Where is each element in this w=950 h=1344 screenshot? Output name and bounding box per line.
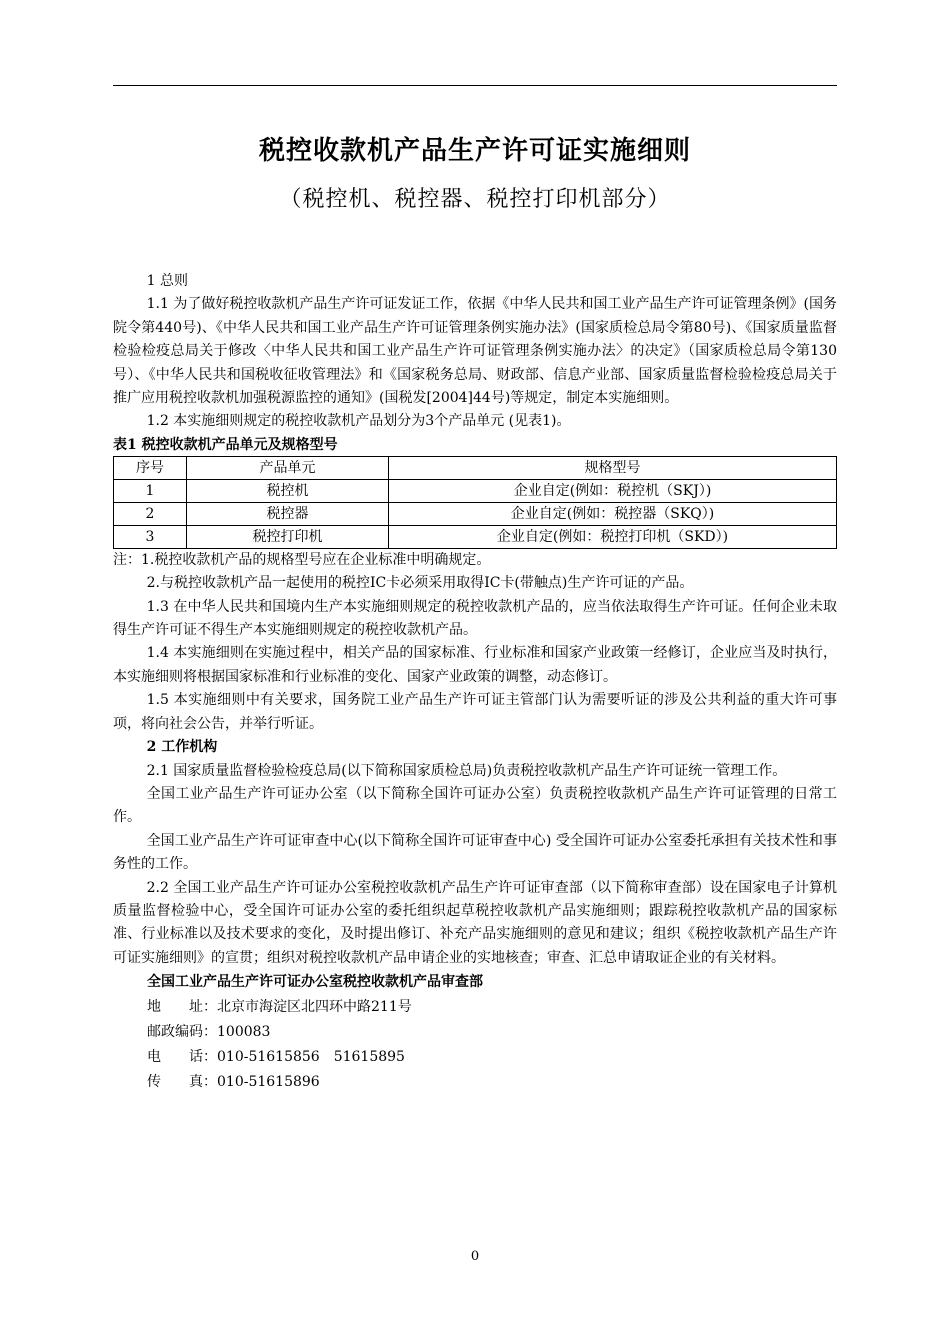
table-cell: 企业自定(例如：税控器（SKQ）) bbox=[389, 502, 837, 525]
header-rule bbox=[113, 85, 837, 86]
paragraph-2-1: 2.1 国家质量监督检验检疫总局(以下简称国家质检总局)负责税控收款机产品生产许可证统一管理工作。 bbox=[146, 762, 787, 779]
paragraph-1-1: 1.1 为了做好税控收款机产品生产许可证发证工作，依据《中华人民共和国工业产品生产许可证管理条例》(国务院令第440号)、《中华人民共和国工业产品生产许可证管理条例实施办法》(国家质检总局令第80号)、《国家质量监督检验检疫总局关于修改〈中华人民共和国工业产品生产许可证管理条例实施办法〉的决定》（国家质检总局令第130号）、《中华人民共和国税收征收管理法》和《国家税务总局、财政部、信息产业部、国家质量监督检验检疫总局关于推广应用税控收款机加强税源监控的通知》(国税发[2004]44号)等规定，制定本实施细则。 bbox=[113, 296, 837, 407]
paragraph-1-5: 1.5 本实施细则中有关要求，国务院工业产品生产许可证主管部门认为需要听证的涉及公共利益的重大许可事项，将向社会公告，并举行听证。 bbox=[113, 692, 837, 732]
page-number: 0 bbox=[470, 1249, 480, 1264]
table-note-2: 2.与税控收款机产品一起使用的税控IC卡必须采用取得IC卡(带触点)生产许可证的产品。 bbox=[146, 575, 694, 592]
table-cell: 税控打印机 bbox=[187, 525, 389, 548]
section-1-heading: 1 总则 bbox=[146, 273, 188, 289]
contact-fax: 传 真：010-51615896 bbox=[147, 1073, 320, 1090]
table-row bbox=[114, 502, 837, 525]
table-row bbox=[114, 479, 837, 502]
table-header-row bbox=[114, 456, 837, 479]
contact-postcode: 邮政编码：100083 bbox=[147, 1023, 271, 1040]
paragraph-1-4: 1.4 本实施细则在实施过程中，相关产品的国家标准、行业标准和国家产业政策一经修订，企业应当及时执行，本实施细则将根据国家标准和行业标准的变化、国家产业政策的调整，动态修订。 bbox=[113, 645, 837, 685]
table-header-cell: 序号 bbox=[114, 456, 187, 479]
table-header-cell: 产品单元 bbox=[187, 456, 389, 479]
table-cell: 企业自定(例如：税控机（SKJ）) bbox=[389, 479, 837, 502]
table-cell: 2 bbox=[114, 502, 187, 525]
table-row bbox=[114, 525, 837, 548]
product-units-table bbox=[113, 456, 837, 549]
paragraph-1-2: 1.2 本实施细则规定的税控收款机产品划分为3个产品单元 (见表1)。 bbox=[146, 413, 571, 430]
table-caption: 表1 税控收款机产品单元及规格型号 bbox=[113, 436, 338, 453]
table-cell: 企业自定(例如：税控打印机（SKD）) bbox=[389, 525, 837, 548]
table-cell: 3 bbox=[114, 525, 187, 548]
table-cell: 税控机 bbox=[187, 479, 389, 502]
table-cell: 1 bbox=[114, 479, 187, 502]
table-note-1: 注：1.税控收款机产品的规格型号应在企业标准中明确规定。 bbox=[113, 551, 491, 568]
contact-organization: 全国工业产品生产许可证办公室税控收款机产品审查部 bbox=[147, 974, 483, 991]
paragraph-2-1c: 全国工业产品生产许可证审查中心(以下简称全国许可证审查中心) 受全国许可证办公室委托承担有关技术性和事务性的工作。 bbox=[113, 832, 837, 873]
document-body bbox=[113, 270, 837, 1095]
contact-phone: 电 话：010-51615856 51615895 bbox=[147, 1048, 405, 1065]
document-title: 税控收款机产品生产许可证实施细则 bbox=[258, 136, 691, 166]
section-2-heading: 2 工作机构 bbox=[146, 739, 218, 756]
document-subtitle: （税控机、税控器、税控打印机部分） bbox=[279, 187, 671, 212]
paragraph-2-1b: 全国工业产品生产许可证办公室（以下简称全国许可证办公室）负责税控收款机产品生产许可证管理的日常工作。 bbox=[113, 785, 837, 826]
table-header-cell: 规格型号 bbox=[389, 456, 837, 479]
contact-address: 地 址：北京市海淀区北四环中路211号 bbox=[147, 998, 412, 1015]
paragraph-2-2: 2.2 全国工业产品生产许可证办公室税控收款机产品生产许可证审查部（以下简称审查部）设在国家电子计算机质量监督检验中心，受全国许可证办公室的委托组织起草税控收款机产品实施细则；跟踪税控收款机产品的国家标准、行业标准以及技术要求的变化，及时提出修订、补充产品实施细则的意见和建议；组织《税控收款机产品生产许可证实施细则》的宣贯；组织对税控收款机产品申请企业的实地核查；审查、汇总申请取证企业的有关材料。 bbox=[113, 879, 837, 966]
paragraph-1-3: 1.3 在中华人民共和国境内生产本实施细则规定的税控收款机产品的，应当依法取得生产许可证。任何企业未取得生产许可证不得生产本实施细则规定的税控收款机产品。 bbox=[113, 598, 837, 639]
table-cell: 税控器 bbox=[187, 502, 389, 525]
